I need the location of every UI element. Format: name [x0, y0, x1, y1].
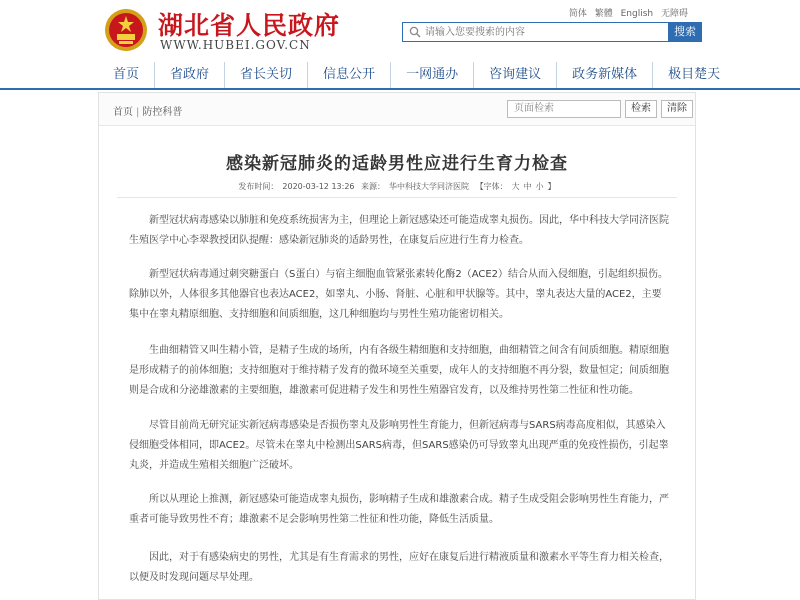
- nav-item-government[interactable]: 省政府: [155, 62, 225, 88]
- font-size-small[interactable]: 小: [535, 182, 544, 191]
- lang-link-simplified[interactable]: 简体: [568, 9, 587, 19]
- site-url: WWW.HUBEI.GOV.CN: [160, 38, 311, 52]
- source-label: 来源：: [361, 182, 386, 191]
- site-search-input[interactable]: [425, 25, 665, 39]
- language-links: [564, 6, 688, 19]
- national-emblem-icon[interactable]: [104, 8, 148, 52]
- article-title: 感染新冠肺炎的适龄男性应进行生育力检查: [226, 154, 568, 174]
- lang-link-english[interactable]: English: [620, 9, 654, 19]
- nav-item-disclosure[interactable]: 信息公开: [308, 62, 391, 88]
- main-nav: [0, 62, 800, 90]
- nav-item-home[interactable]: 首页: [98, 62, 155, 88]
- font-size-close: 】: [547, 182, 556, 191]
- article-paragraph: 生曲细精管又叫生精小管，是精子生成的场所，内有各级生精细胞和支持细胞，曲细精管之间含有间质细胞。精原细胞是形成精子的前体细胞；支持细胞对于维持精子发育的微环境至关重要，成年人的支持细胞不再分裂，数量恒定；间质细胞则是合成和分泌雄激素的主要细胞，雄激素可促进精子发生和男性生殖器官发育，以及维持男性第二性征和性功能。: [129, 345, 669, 396]
- font-size-label: 【字体：: [475, 182, 508, 191]
- article-meta: [99, 181, 695, 192]
- breadcrumb: [113, 103, 182, 118]
- breadcrumb-separator: |: [136, 107, 140, 118]
- breadcrumb-section[interactable]: 防控科普: [142, 107, 183, 118]
- article-paragraph: 所以从理论上推测，新冠感染可能造成睾丸损伤，影响精子生成和雄激素合成。精子生成受阻会影响男性生育能力，严重者可能导致男性不育；雄激素不足会影响男性第二性征和性功能，降低生活质量。: [129, 494, 669, 525]
- content-panel: [98, 92, 696, 600]
- site-header: [0, 0, 800, 62]
- nav-item-new-media[interactable]: 政务新媒体: [557, 62, 653, 88]
- page-search-input[interactable]: 页面检索: [507, 100, 621, 118]
- nav-item-services[interactable]: 一网通办: [391, 62, 474, 88]
- site-search-box[interactable]: [402, 22, 702, 42]
- breadcrumb-home[interactable]: 首页: [113, 107, 133, 118]
- nav-item-governor[interactable]: 省长关切: [225, 62, 308, 88]
- published-label: 发布时间：: [238, 182, 279, 191]
- page-search-button[interactable]: 检索: [625, 100, 657, 118]
- article-paragraph: 尽管目前尚无研究证实新冠病毒感染是否损伤睾丸及影响男性生育能力，但新冠病毒与SARS病毒高度相似，其感染入侵细胞受体相同，即ACE2。尽管未在睾丸中检测出SARS病毒，但SARS感染仍可导致睾丸出现严重的免疫性损伤，引起睾丸炎，并造成生殖相关细胞广泛破坏。: [129, 420, 669, 471]
- search-icon: [409, 26, 421, 38]
- accessibility-link[interactable]: 无障碍: [660, 9, 688, 19]
- nav-item-jimu[interactable]: 极目楚天: [668, 67, 721, 82]
- nav-item-advice[interactable]: 咨询建议: [474, 62, 557, 88]
- published-time: 2020-03-12 13:26: [282, 182, 355, 191]
- site-title[interactable]: 湖北省人民政府: [158, 11, 341, 40]
- font-size-large[interactable]: 大: [511, 182, 520, 191]
- site-search-button[interactable]: 搜索: [668, 22, 702, 42]
- font-size-medium[interactable]: 中: [523, 182, 532, 191]
- article-paragraph: 新型冠状病毒感染以肺脏和免疫系统损害为主，但理论上新冠感染还可能造成睾丸损伤。因此，华中科技大学同济医院生殖医学中心李翠教授团队提醒：感染新冠肺炎的适龄男性，在康复后应进行生育力检查。: [129, 215, 669, 246]
- article-paragraph: 因此，对于有感染病史的男性，尤其是有生育需求的男性，应好在康复后进行精液质量和激素水平等生育力相关检查，以便及时发现问题尽早处理。: [129, 552, 669, 583]
- page-clear-button[interactable]: 清除: [661, 100, 693, 118]
- breadcrumb-bar: [99, 93, 695, 126]
- title-divider: [117, 197, 677, 198]
- article-paragraph: 新型冠状病毒通过刺突糖蛋白（S蛋白）与宿主细胞血管紧张素转化酶2（ACE2）结合从而入侵细胞，引起组织损伤。除肺以外，人体很多其他器官也表达ACE2，如睾丸、小肠、肾脏、心脏和甲状腺等。其中，睾丸表达大量的ACE2，主要集中在睾丸精原细胞、支持细胞和间质细胞，这几种细胞均与男性生殖功能密切相关。: [129, 269, 669, 320]
- lang-link-traditional[interactable]: 繁體: [594, 9, 613, 19]
- article-source: 华中科技大学同济医院: [389, 182, 470, 191]
